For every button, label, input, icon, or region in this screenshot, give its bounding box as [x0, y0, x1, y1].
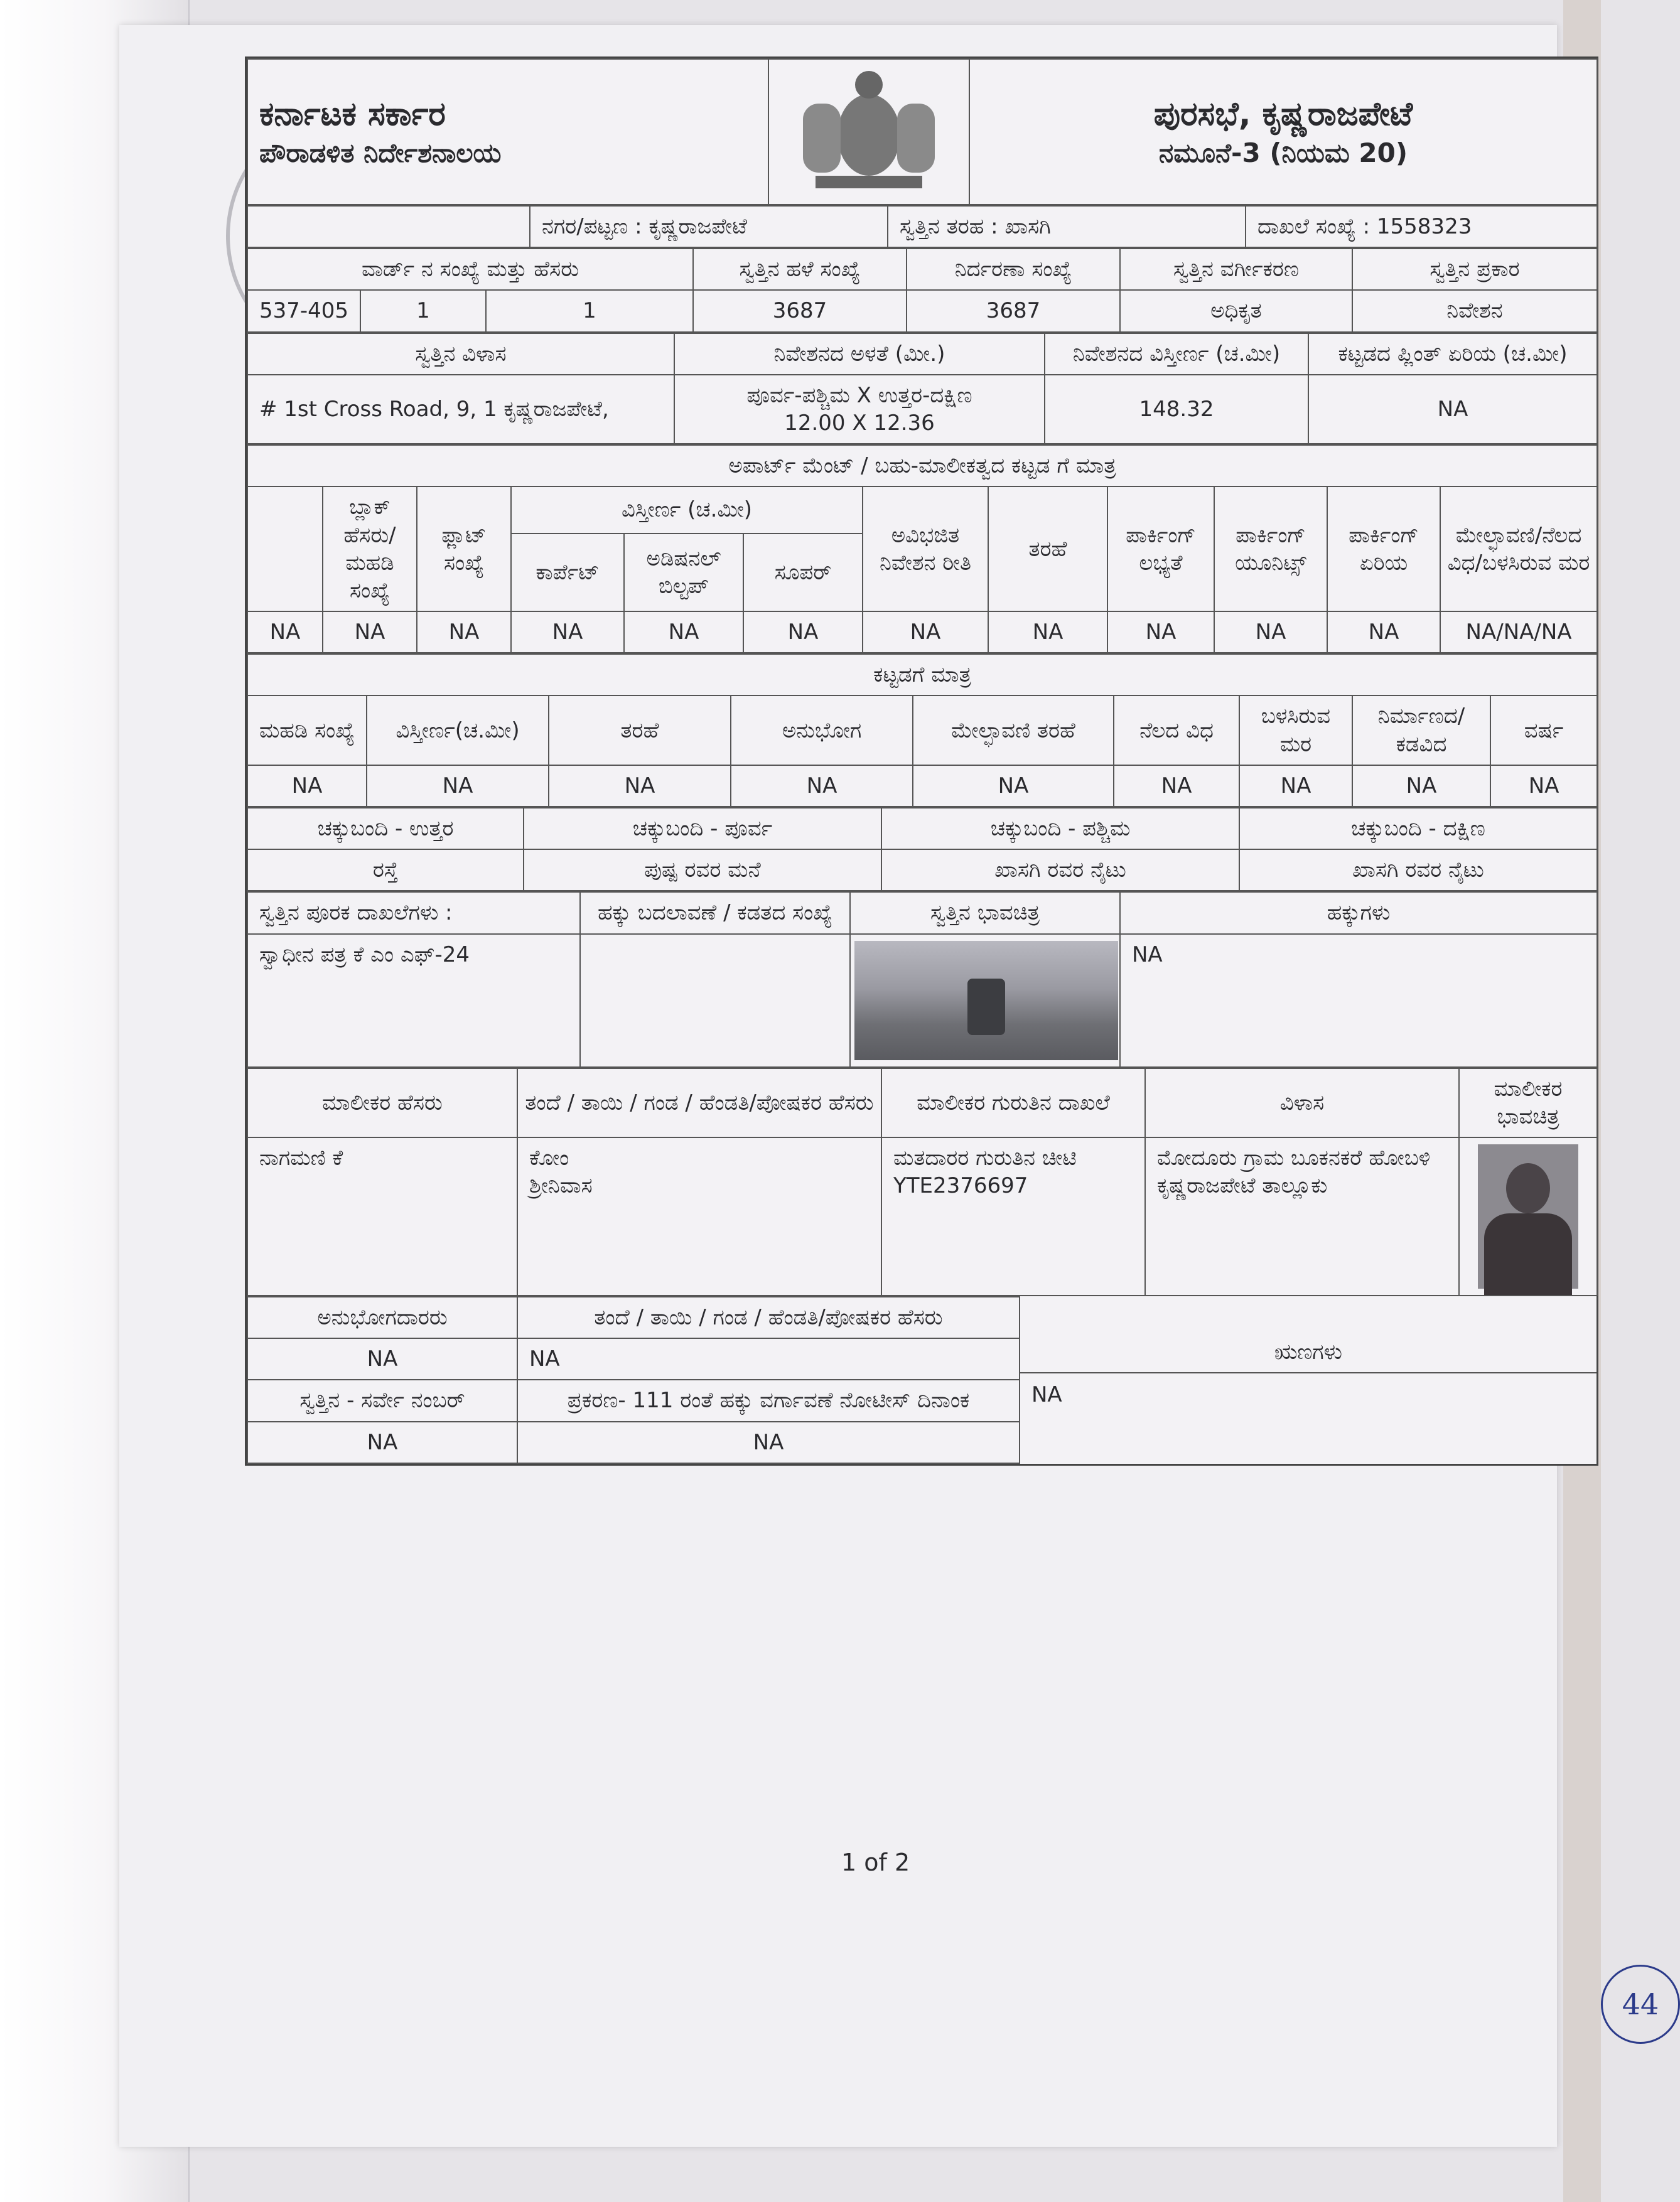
occupant-value: NA	[247, 1338, 517, 1380]
flat-value: NA	[417, 611, 511, 653]
liabilities-header: ಋಣಗಳು	[1020, 1332, 1597, 1373]
header-right	[969, 59, 1597, 205]
form-header	[247, 58, 1598, 205]
floor-value: NA	[247, 765, 367, 807]
construction-value: NA	[1352, 765, 1490, 807]
property-address: # 1st Cross Road, 9, 1 ಕೃಷ್ಣರಾಜಪೇಟೆ,	[247, 375, 674, 444]
notice-value: NA	[517, 1422, 1020, 1463]
wood-header: ಬಳಸಿರುವ ಮರ	[1239, 696, 1352, 765]
notice-header: ಪ್ರಕರಣ- 111 ರಂತೆ ಹಕ್ಕು ವರ್ಗಾವಣೆ ನೋಟೀಸ್ ದಿನಾಂಕ	[517, 1380, 1020, 1421]
gov-title: ಕರ್ನಾಟಕ ಸರ್ಕಾರ	[259, 95, 446, 133]
owner-id-label: ಮತದಾರರ ಗುರುತಿನ ಚೀಟಿ	[893, 1145, 1077, 1171]
dimension-value: 12.00 X 12.36	[784, 410, 935, 436]
document-value: ಸ್ವಾಧೀನ ಪತ್ರ ಕೆ ಎಂ ಎಫ್-24	[247, 934, 580, 1067]
ward-name: 1	[486, 290, 693, 331]
owner-id-header: ಮಾಲೀಕರ ಗುರುತಿನ ದಾಖಲೆ	[881, 1068, 1145, 1137]
survey-value: NA	[247, 1422, 517, 1463]
property-photo	[850, 934, 1120, 1067]
property-kind-header: ಸ್ವತ್ತಿನ ಪ್ರಕಾರ	[1352, 249, 1597, 290]
owner-relation	[517, 1137, 881, 1296]
building-title: ಕಟ್ಟಡಗೆ ಮಾತ್ರ	[247, 654, 1597, 696]
additional-value: NA	[624, 611, 743, 653]
property-photo-image	[854, 941, 1118, 1060]
apartment-title: ಅಪಾರ್ಟ್ ಮೆಂಟ್ / ಬಹು-ಮಾಲೀಕತ್ವದ ಕಟ್ಟಡ ಗೆ ಮಾತ್ರ	[247, 445, 1597, 486]
occupant-relation-value: NA	[517, 1338, 1020, 1380]
old-number-header: ಸ್ವತ್ತಿನ ಹಳೆ ಸಂಖ್ಯೆ	[693, 249, 907, 290]
relation-prefix: ಕೋಂ	[529, 1145, 569, 1171]
classification: ಅಧಿಕೃತ	[1120, 290, 1352, 331]
parking-area-header: ಪಾರ್ಕಿಂಗ್ ಏರಿಯ	[1327, 486, 1440, 611]
area-group-header: ವಿಸ್ತೀರ್ಣ (ಚ.ಮೀ)	[511, 486, 863, 534]
undivided-header: ಅವಿಭಜಿತ ನಿವೇಶನ ರೀತಿ	[863, 486, 988, 611]
emblem	[768, 59, 969, 205]
site-area: 148.32	[1045, 375, 1308, 444]
owner-table	[247, 1068, 1598, 1296]
documents-table	[247, 891, 1598, 1067]
occupant-survey-table	[247, 1296, 1020, 1464]
page-number: 1 of 2	[841, 1849, 910, 1876]
roof-header: ಮೇಲ್ಛಾವಣಿ/ನೆಲದ ವಿಧ/ಬಳಸಿರುವ ಮರ	[1440, 486, 1597, 611]
rights-header: ಹಕ್ಕುಗಳು	[1120, 892, 1597, 933]
south-header: ಚಕ್ಕುಬಂದಿ - ದಕ್ಷಿಣ	[1239, 808, 1597, 849]
kind-value: NA	[988, 611, 1107, 653]
building-kind-value: NA	[549, 765, 731, 807]
owner-photo-header: ಮಾಲೀಕರ ಭಾವಚಿತ್ರ	[1459, 1068, 1597, 1137]
year-value: NA	[1490, 765, 1597, 807]
owner-portrait	[1478, 1144, 1578, 1289]
assessment-number: 3687	[907, 290, 1120, 331]
super-value: NA	[743, 611, 863, 653]
usage-header: ಅನುಭೋಗ	[731, 696, 913, 765]
carpet-value: NA	[511, 611, 624, 653]
owner-name: ನಾಗಮಣಿ ಕೆ	[247, 1137, 517, 1296]
undivided-value: NA	[863, 611, 988, 653]
super-header: ಸೂಪರ್	[743, 534, 863, 611]
info-row	[247, 205, 1598, 248]
survey-header: ಸ್ವತ್ತಿನ - ಸರ್ವೇ ನಂಬರ್	[247, 1380, 517, 1421]
documents-header: ಸ್ವತ್ತಿನ ಪೂರಕ ದಾಖಲೆಗಳು :	[247, 892, 580, 933]
ward-header: ವಾರ್ಡ್ ನ ಸಂಖ್ಯೆ ಮತ್ತು ಹೆಸರು	[247, 249, 693, 290]
parking-availability-header: ಪಾರ್ಕಿಂಗ್ ಲಭ್ಯತೆ	[1107, 486, 1214, 611]
property-type: ಸ್ವತ್ತಿನ ತರಹ : ಖಾಸಗಿ	[888, 206, 1246, 247]
owner-id	[881, 1137, 1145, 1296]
parking-units-header: ಪಾರ್ಕಿಂಗ್ ಯೂನಿಟ್ಸ್	[1214, 486, 1327, 611]
occupant-relation-header: ತಂದೆ / ತಾಯಿ / ಗಂಡ / ಹೆಂಡತಿ/ಪೋಷಕರ ಹೆಸರು	[517, 1297, 1020, 1338]
usage-value: NA	[731, 765, 913, 807]
state-emblem-icon	[790, 66, 947, 198]
dimension-label: ಪೂರ್ವ-ಪಶ್ಚಿಮ X ಉತ್ತರ-ದಕ್ಷಿಣ	[746, 382, 972, 408]
east-value: ಪುಷ್ಪ ರವರ ಮನೆ	[524, 849, 881, 891]
ward-code: 537-405	[247, 290, 360, 331]
floor-type-value: NA	[1114, 765, 1239, 807]
liabilities-value: NA	[1031, 1382, 1062, 1407]
kind-header: ತರಹೆ	[988, 486, 1107, 611]
liabilities-box	[1019, 1332, 1597, 1464]
owner-name-header: ಮಾಲೀಕರ ಹೆಸರು	[247, 1068, 517, 1137]
municipality-title: ಪುರಸಭೆ, ಕೃಷ್ಣರಾಜಪೇಟೆ	[1153, 95, 1413, 133]
building-area-value: NA	[367, 765, 549, 807]
building-kind-header: ತರಹೆ	[549, 696, 731, 765]
town: ನಗರ/ಪಟ್ಟಣ : ಕೃಷ್ಣರಾಜಪೇಟೆ	[530, 206, 888, 247]
assessment-number-header: ನಿರ್ದರಣಾ ಸಂಖ್ಯೆ	[907, 249, 1120, 290]
entry-number: ದಾಖಲೆ ಸಂಖ್ಯೆ : 1558323	[1246, 206, 1597, 247]
classification-header: ಸ್ವತ್ತಿನ ವರ್ಗೀಕರಣ	[1120, 249, 1352, 290]
old-number: 3687	[693, 290, 907, 331]
flat-header: ಫ್ಲಾಟ್ ಸಂಖ್ಯೆ	[417, 486, 511, 611]
east-header: ಚಕ್ಕುಬಂದಿ - ಪೂರ್ವ	[524, 808, 881, 849]
roof-type-value: NA	[913, 765, 1114, 807]
ward-table	[247, 248, 1598, 332]
owner-relation-header: ತಂದೆ / ತಾಯಿ / ಗಂಡ / ಹೆಂಡತಿ/ಪೋಷಕರ ಹೆಸರು	[517, 1068, 881, 1137]
ward-number: 1	[360, 290, 486, 331]
parking-units-value: NA	[1214, 611, 1327, 653]
building-table	[247, 653, 1598, 807]
south-value: ಖಾಸಗಿ ರವರ ನೈಟು	[1239, 849, 1597, 891]
handwritten-mark: 44	[1601, 1965, 1680, 2044]
block-header: ಬ್ಲಾಕ್ ಹೆಸರು/ ಮಹಡಿ ಸಂಖ್ಯೆ	[323, 486, 417, 611]
occupant-header: ಅನುಭೋಗದಾರರು	[247, 1297, 517, 1338]
year-header: ವರ್ಷ	[1490, 696, 1597, 765]
wood-value: NA	[1239, 765, 1352, 807]
roof-value: NA/NA/NA	[1440, 611, 1597, 653]
parking-availability-value: NA	[1107, 611, 1214, 653]
rights-change-header: ಹಕ್ಕು ಬದಲಾವಣೆ / ಕಡತದ ಸಂಖ್ಯೆ	[580, 892, 850, 933]
owner-address-header: ವಿಳಾಸ	[1145, 1068, 1459, 1137]
west-header: ಚಕ್ಕುಬಂದಿ - ಪಶ್ಚಿಮ	[881, 808, 1239, 849]
additional-builtup-header: ಅಡಿಷನಲ್ ಬಿಲ್ಟಪ್	[624, 534, 743, 611]
floor-header: ಮಹಡಿ ಸಂಖ್ಯೆ	[247, 696, 367, 765]
directorate-title: ಪೌರಾಡಳಿತ ನಿರ್ದೇಶನಾಲಯ	[259, 137, 502, 168]
property-form	[245, 56, 1598, 1466]
apartment-table: ಅಪಾರ್ಟ್ ಮೆಂಟ್ / ಬಹು-ಮಾಲೀಕತ್ವದ ಕಟ್ಟಡ ಗೆ ಮಾತ್ರ ಬ್ಲಾಕ್ ಹೆಸರು/ ಮಹಡಿ ಸಂಖ್ಯೆ ಫ್ಲಾಟ್ ಸಂಖ್ಯೆ ವಿಸ್ತೀರ್ಣ (ಚ.ಮೀ) ಅವಿಭಜಿತ ನಿವೇಶನ ರೀತಿ ತರಹೆ ಪಾರ್ಕಿಂಗ್ ಲಭ್ಯತೆ ಪಾರ್ಕಿಂಗ್ ಯೂನಿಟ್ಸ್ ಪಾರ್ಕಿಂಗ್ ಏರಿಯ ಮೇಲ್ಛಾವಣಿ/ನೆಲದ ವಿಧ/ಬಳಸಿರುವ ಮರ ಕಾರ್ಪೆಟ್ ಅಡಿಷನಲ್ ಬಿಲ್ಟಪ್ ಸೂಪರ್ NA NA NA NA NA NA NA NA NA NA NA NA/NA/NA	[247, 444, 1598, 653]
rights-value: NA	[1120, 934, 1597, 1067]
document-page	[119, 25, 1659, 2147]
floor-type-header: ನೆಲದ ವಿಧ	[1114, 696, 1239, 765]
block-value: NA	[323, 611, 417, 653]
relation-name: ಶ್ರೀನಿವಾಸ	[529, 1173, 593, 1199]
boundaries-table	[247, 807, 1598, 891]
owner-address: ಮೋದೂರು ಗ್ರಾಮ ಬೂಕನಕರೆ ಹೋಬಳಿ ಕೃಷ್ಣರಾಜಪೇಟೆ ತಾಲ್ಲೂಕು	[1145, 1137, 1459, 1296]
header-left	[247, 59, 768, 205]
north-value: ರಸ್ತೆ	[247, 849, 524, 891]
site-table	[247, 333, 1598, 445]
address-header: ಸ್ವತ್ತಿನ ವಿಳಾಸ	[247, 333, 674, 375]
plinth-header: ಕಟ್ಟಡದ ಪ್ಲಿಂತ್ ಏರಿಯ (ಚ.ಮೀ)	[1308, 333, 1597, 375]
owner-id-number: YTE2376697	[893, 1173, 1028, 1199]
parking-area-value: NA	[1327, 611, 1440, 653]
dimension-header: ನಿವೇಶನದ ಅಳತೆ (ಮೀ.)	[674, 333, 1045, 375]
roof-type-header: ಮೇಲ್ಛಾವಣಿ ತರಹೆ	[913, 696, 1114, 765]
west-value: ಖಾಸಗಿ ರವರ ನೈಟು	[881, 849, 1239, 891]
form-title: ನಮೂನೆ-3 (ನಿಯಮ 20)	[1158, 137, 1408, 168]
construction-header: ನಿರ್ಮಾಣದ/ ಕಡವಿದ	[1352, 696, 1490, 765]
area-header: ನಿವೇಶನದ ವಿಸ್ತೀರ್ಣ (ಚ.ಮೀ)	[1045, 333, 1308, 375]
building-area-header: ವಿಸ್ತೀರ್ಣ(ಚ.ಮೀ)	[367, 696, 549, 765]
carpet-header: ಕಾರ್ಪೆಟ್	[511, 534, 624, 611]
dimension-cell	[674, 375, 1045, 444]
property-photo-header: ಸ್ವತ್ತಿನ ಭಾವಚಿತ್ರ	[850, 892, 1120, 933]
owner-photo	[1459, 1137, 1597, 1296]
north-header: ಚಕ್ಕುಬಂದಿ - ಉತ್ತರ	[247, 808, 524, 849]
plinth-area: NA	[1308, 375, 1597, 444]
property-kind: ನಿವೇಶನ	[1352, 290, 1597, 331]
